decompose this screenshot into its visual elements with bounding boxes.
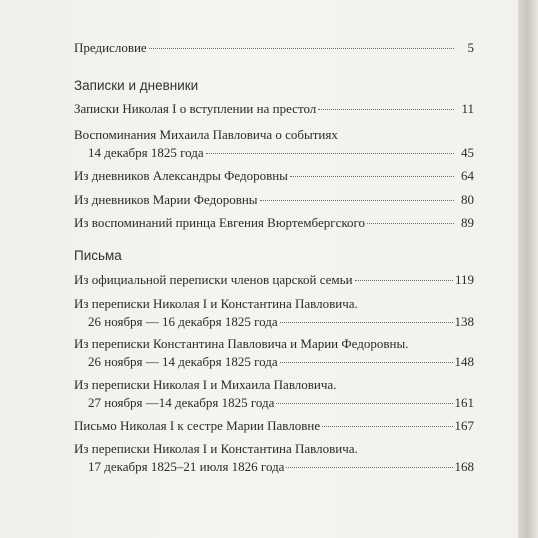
page-edge-shadow [518, 0, 538, 538]
toc-entry-title: Из переписки Николая I и Михаила Павловича. [74, 377, 337, 392]
dot-leader [280, 322, 453, 323]
dot-leader [149, 48, 454, 49]
toc-entry-title: Из переписки Николая I и Константина Павловича. [74, 296, 358, 311]
toc-entry [74, 272, 474, 288]
toc-entry [74, 215, 474, 231]
toc-page-number: 5 [467, 40, 474, 55]
toc-entry-title: Из дневников Марии Федоровны [74, 192, 258, 207]
toc-page-number: 80 [461, 192, 474, 207]
toc-page-number: 64 [461, 168, 474, 183]
toc-page-number: 11 [461, 101, 474, 116]
toc-entry [74, 418, 474, 434]
toc-entry [74, 101, 474, 117]
toc-entry [74, 168, 474, 184]
dot-leader [286, 467, 452, 468]
toc-page-number: 161 [454, 395, 474, 410]
dot-leader [367, 223, 454, 224]
toc-page-number: 89 [461, 215, 474, 230]
dot-leader [290, 176, 454, 177]
toc-entry-title: Из воспоминаний принца Евгения Вюртембергского [74, 215, 366, 230]
toc-entry-title: Из переписки Николая I и Константина Павловича. [74, 441, 358, 456]
toc-entry [74, 441, 474, 475]
toc-page-number: 168 [454, 459, 474, 474]
toc-entry [74, 296, 474, 330]
toc-entry-title: Записки Николая I о вступлении на престол [74, 101, 317, 116]
toc-entry [74, 127, 474, 161]
toc-entry-preface [74, 40, 474, 56]
dot-leader [260, 200, 454, 201]
toc-entry [74, 377, 474, 411]
toc-entry-title: Из официальной переписки членов царской семьи [74, 272, 353, 287]
dot-leader [355, 280, 453, 281]
toc-page-number: 119 [454, 272, 474, 287]
toc-entry-title: Воспоминания Михаила Павловича о событиях [74, 127, 338, 142]
toc-entry-subtitle: 14 декабря 1825 года [88, 145, 204, 160]
toc-page-number: 138 [454, 314, 474, 329]
toc-entry-subtitle: 26 ноября — 16 декабря 1825 года [88, 314, 278, 329]
toc-page-number: 148 [454, 354, 474, 369]
toc-entry-subtitle: 17 декабря 1825–21 июля 1826 года [88, 459, 285, 474]
toc-entry [74, 192, 474, 208]
section-heading-notes: Записки и дневники [74, 78, 199, 93]
toc-entry-title: Из переписки Константина Павловича и Марии Федоровны. [74, 336, 409, 351]
dot-leader [322, 426, 452, 427]
toc-entry-subtitle: 26 ноября — 14 декабря 1825 года [88, 354, 278, 369]
toc-entry-title: Письмо Николая I к сестре Марии Павловне [74, 418, 321, 433]
dot-leader [206, 153, 454, 154]
dot-leader [280, 362, 453, 363]
dot-leader [318, 109, 454, 110]
toc-page-number: 45 [461, 145, 474, 160]
toc-entry [74, 336, 474, 370]
section-heading-letters: Письма [74, 248, 122, 263]
dot-leader [276, 403, 452, 404]
toc-page-number: 167 [454, 418, 474, 433]
toc-entry-subtitle: 27 ноября —14 декабря 1825 года [88, 395, 275, 410]
toc-entry-title: Из дневников Александры Федоровны [74, 168, 288, 183]
toc-entry-title: Предисловие [74, 40, 147, 55]
